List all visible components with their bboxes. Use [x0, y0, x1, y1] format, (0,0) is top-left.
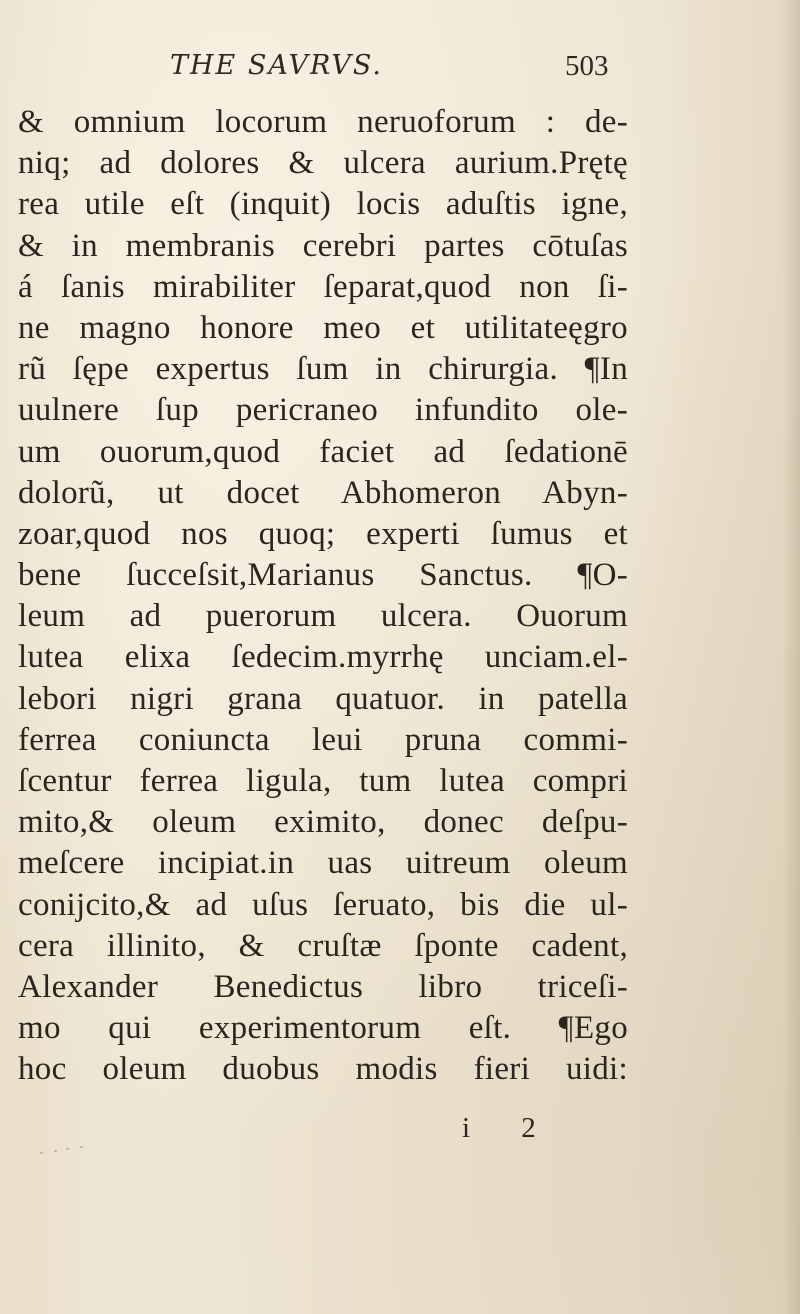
text-line: ferrea coniuncta leui pruna commi- — [18, 721, 628, 758]
text-line: uulnere ſup pericraneo infundito ole- — [18, 392, 628, 429]
text-line: hoc oleum duobus modis fieri uidi: — [18, 1051, 628, 1088]
text-line: rũ ſępe expertus ſum in chirurgia. ¶In — [18, 351, 628, 388]
text-line: bene ſucceſsit,Marianus Sanctus. ¶O- — [18, 557, 628, 594]
text-line: zoar,quod nos quoq; experti ſumus et — [18, 515, 628, 552]
body-text — [18, 102, 628, 1091]
page-header — [0, 48, 800, 88]
text-line: ne magno honore meo et utilitateęgro — [18, 309, 628, 346]
text-line: á ſanis mirabiliter ſeparat,quod non ſi- — [18, 268, 628, 305]
text-line: cera illinito, & cruſtæ ſponte cadent, — [18, 927, 628, 964]
text-line: lutea elixa ſedecim.myrrhę unciam.el- — [18, 639, 628, 676]
signature-mark: i 2 — [462, 1112, 558, 1144]
paper-specks — [40, 1140, 100, 1160]
text-line: ſcentur ferrea ligula, tum lutea compri — [18, 763, 628, 799]
text-line: niq; ad dolores & ulcera aurium.Prętę — [18, 145, 628, 182]
text-line: Alexander Benedictus libro triceſi- — [18, 968, 628, 1005]
page-number: 503 — [565, 50, 609, 82]
text-line: & omnium locorum neruoforum : de- — [18, 104, 628, 140]
text-line: & in membranis cerebri partes cōtuſas — [18, 227, 628, 264]
text-line: lebori nigri grana quatuor. in patella — [18, 680, 628, 717]
running-head: THE SAVRVS. — [170, 50, 383, 81]
text-line: mito,& oleum eximito, donec deſpu- — [18, 804, 628, 841]
page-edge-shadow — [782, 0, 800, 1314]
text-line: rea utile eſt (inquit) locis aduſtis igne, — [18, 186, 628, 223]
text-line: mo qui experimentorum eſt. ¶Ego — [18, 1010, 628, 1047]
text-line: dolorũ, ut docet Abhomeron Abyn- — [18, 474, 628, 511]
text-line: conijcito,& ad uſus ſeruato, bis die ul- — [18, 886, 628, 923]
text-line: um ouorum,quod faciet ad ſedationē — [18, 433, 628, 470]
text-line: leum ad puerorum ulcera. Ouorum — [18, 598, 628, 635]
text-line: meſcere incipiat.in uas uitreum oleum — [18, 845, 628, 882]
